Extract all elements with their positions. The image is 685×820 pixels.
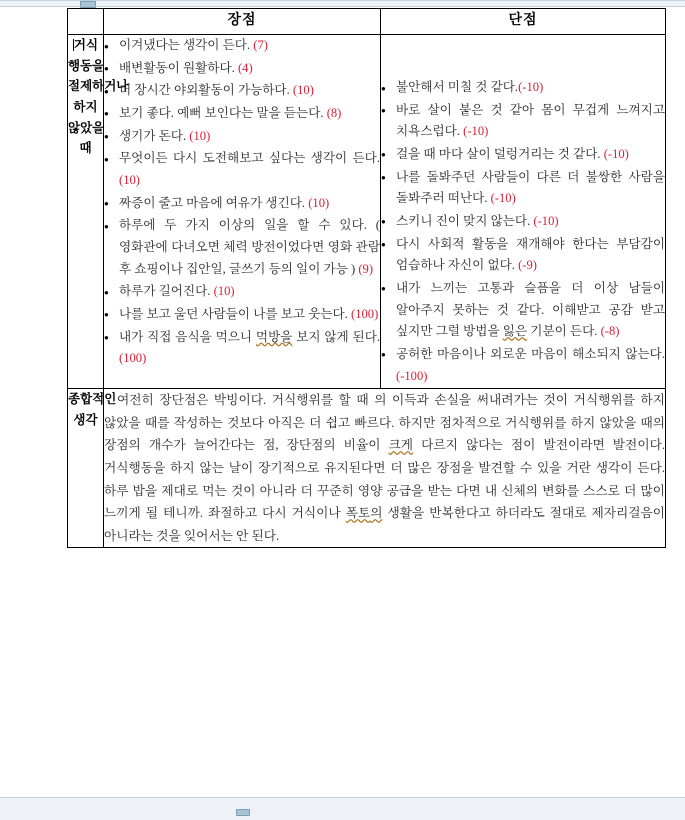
list-item: [104, 327, 380, 370]
list-item: [104, 148, 380, 191]
score-value: (10): [213, 284, 235, 299]
list-item: [104, 215, 380, 280]
list-item-text: 생기가 돈다.: [119, 128, 187, 143]
score-value: (9): [358, 261, 374, 276]
summary-label-cell: 종합적인 생각: [68, 389, 104, 548]
list-item: [381, 167, 665, 210]
cons-list: [381, 77, 665, 387]
score-value: (10): [292, 83, 314, 98]
summary-body-cell: [104, 389, 666, 548]
list-item: [104, 281, 380, 303]
row-label-text: 거식 행동을 절제하거나 하지 않았을 때: [68, 38, 129, 156]
list-item-text: 보기 좋다. 예뻐 보인다는 말을 듣는다.: [119, 105, 324, 120]
list-item-text: 이겨냈다는 생각이 든다.: [119, 38, 251, 52]
list-item: [104, 126, 380, 148]
score-value: (7): [253, 38, 268, 52]
list-item: [381, 144, 665, 166]
list-item: [381, 344, 665, 387]
list-item: [104, 58, 380, 80]
table-header-row: [68, 9, 666, 35]
list-item: [381, 211, 665, 233]
list-item-text: 나를 돌봐주던 사람들이 다른 더 불쌍한 사람을 돌봐주러 떠난다.: [396, 169, 665, 206]
spellcheck-squiggle: 잃은: [502, 324, 528, 339]
score-value: (-10): [463, 124, 489, 139]
list-item: [104, 193, 380, 215]
score-value: (10): [119, 172, 140, 187]
summary-row: [68, 389, 666, 548]
score-value: (10): [189, 128, 211, 143]
pros-list: [104, 35, 380, 370]
score-value: (-10): [533, 213, 559, 228]
score-value: (-10): [490, 191, 516, 206]
score-value: (-10): [518, 80, 544, 94]
list-item-text: 다시 사회적 활동을 재개해야 한다는 부담감이 엄습하나 자신이 없다.: [396, 236, 665, 273]
score-value: (100): [119, 351, 147, 366]
score-value: (10): [308, 195, 330, 210]
editor-bottom-strip: [0, 797, 685, 820]
spellcheck-squiggle: 크게: [388, 438, 414, 453]
spellcheck-squiggle: 먹방을: [255, 329, 293, 344]
list-item: [381, 278, 665, 343]
editor-bottom-tab-marker[interactable]: [236, 809, 250, 816]
list-item-text: 더 장시간 야외활동이 가능하다.: [119, 83, 290, 98]
pros-cell: [104, 35, 381, 389]
score-value: (4): [237, 60, 253, 75]
score-value: (-100): [396, 368, 428, 383]
list-item: [381, 77, 665, 99]
list-item-text: 내가 느끼는 고통과 슬픔을 더 이상 남들이 알아주지 못하는 것 같다. 이해받고 공감 받고 싶지만 그럴 방법을 잃은 기분이 든다.: [396, 280, 665, 339]
cons-cell: [381, 35, 666, 389]
list-item-text: 하루에 두 가지 이상의 일을 할 수 있다. ( 영화관에 다녀오면 체력 방전이었다면 영화 관람 후 쇼핑이나 집안일, 글쓰기 등의 일이 가능 ): [119, 218, 380, 276]
list-item: [104, 35, 380, 57]
score-value: (-8): [600, 324, 620, 339]
table-row: [68, 35, 666, 389]
list-item: [381, 100, 665, 143]
list-item-text: 나를 보고 울던 사람들이 나를 보고 웃는다.: [119, 306, 348, 321]
document-page: [0, 5, 685, 795]
list-item: [104, 304, 380, 326]
summary-paragraph: 여전히 장단점은 박빙이다. 거식행위를 할 때 의 이득과 손실을 써내려가는 것이 거식행위를 하지 않았을 때를 작성하는 것보다 아직은 더 쉽고 빠르다. 하지만 점차적으로 거식행위를 하지 않았을 때의 장점의 개수가 늘어간다는 점, 장단점의 비율이 크게 다르지 않다는 점이 발전이라면 발전이다. 거식행동을 하지 않는 날이 장기적으로 유지된다면 더 많은 장점을 발견할 수 있을 거란 생각이 든다. 하루 밥을 제대로 먹는 것이 아니라 더 꾸준히 영양 공급을 받는 다면 내 신체의 변화를 스스로 더 많이 느끼게 될 테니까. 좌절하고 다시 거식이나 폭토의 생활을 반복한다고 하더라도 절대로 제자리걸음이 아니라는 것을 잊어서는 안 된다.: [104, 393, 665, 543]
list-item-text: 불안해서 미칠 것 같다.: [396, 80, 519, 94]
list-item: [381, 234, 665, 277]
list-item-text: 걸을 때 마다 살이 덜렁거리는 것 같다.: [396, 146, 601, 161]
spellcheck-squiggle: 의: [370, 506, 383, 521]
spellcheck-squiggle: 폭토: [345, 506, 371, 521]
list-item-text: 스키니 진이 맞지 않는다.: [396, 213, 531, 228]
header-cell-cons: 단점: [381, 9, 666, 35]
list-item-text: 내가 직접 음식을 먹으니 먹방을 보지 않게 된다.: [119, 329, 381, 344]
score-value: (-9): [518, 258, 537, 273]
list-item: [104, 80, 380, 102]
list-item-text: 무엇이든 다시 도전해보고 싶다는 생각이 든다.: [119, 151, 380, 166]
score-value: (-10): [603, 146, 629, 161]
header-cell-blank: [68, 9, 104, 35]
pros-cons-table: [67, 8, 666, 548]
list-item: [104, 103, 380, 125]
row-label-cell: [68, 35, 129, 389]
score-value: (8): [326, 105, 342, 120]
score-value: (100): [351, 306, 379, 321]
list-item-text: 하루가 길어진다.: [119, 284, 211, 299]
list-item-text: 짜증이 줄고 마음에 여유가 생긴다.: [119, 195, 306, 210]
header-cell-pros: 장점: [104, 9, 381, 35]
list-item-text: 공허한 마음이나 외로운 마음이 해소되지 않는다.: [396, 346, 665, 361]
list-item-text: 바로 살이 붙은 것 같아 몸이 무겁게 느껴지고 치욕스럽다.: [396, 102, 665, 139]
list-item-text: 배변활동이 원활하다.: [119, 60, 235, 75]
